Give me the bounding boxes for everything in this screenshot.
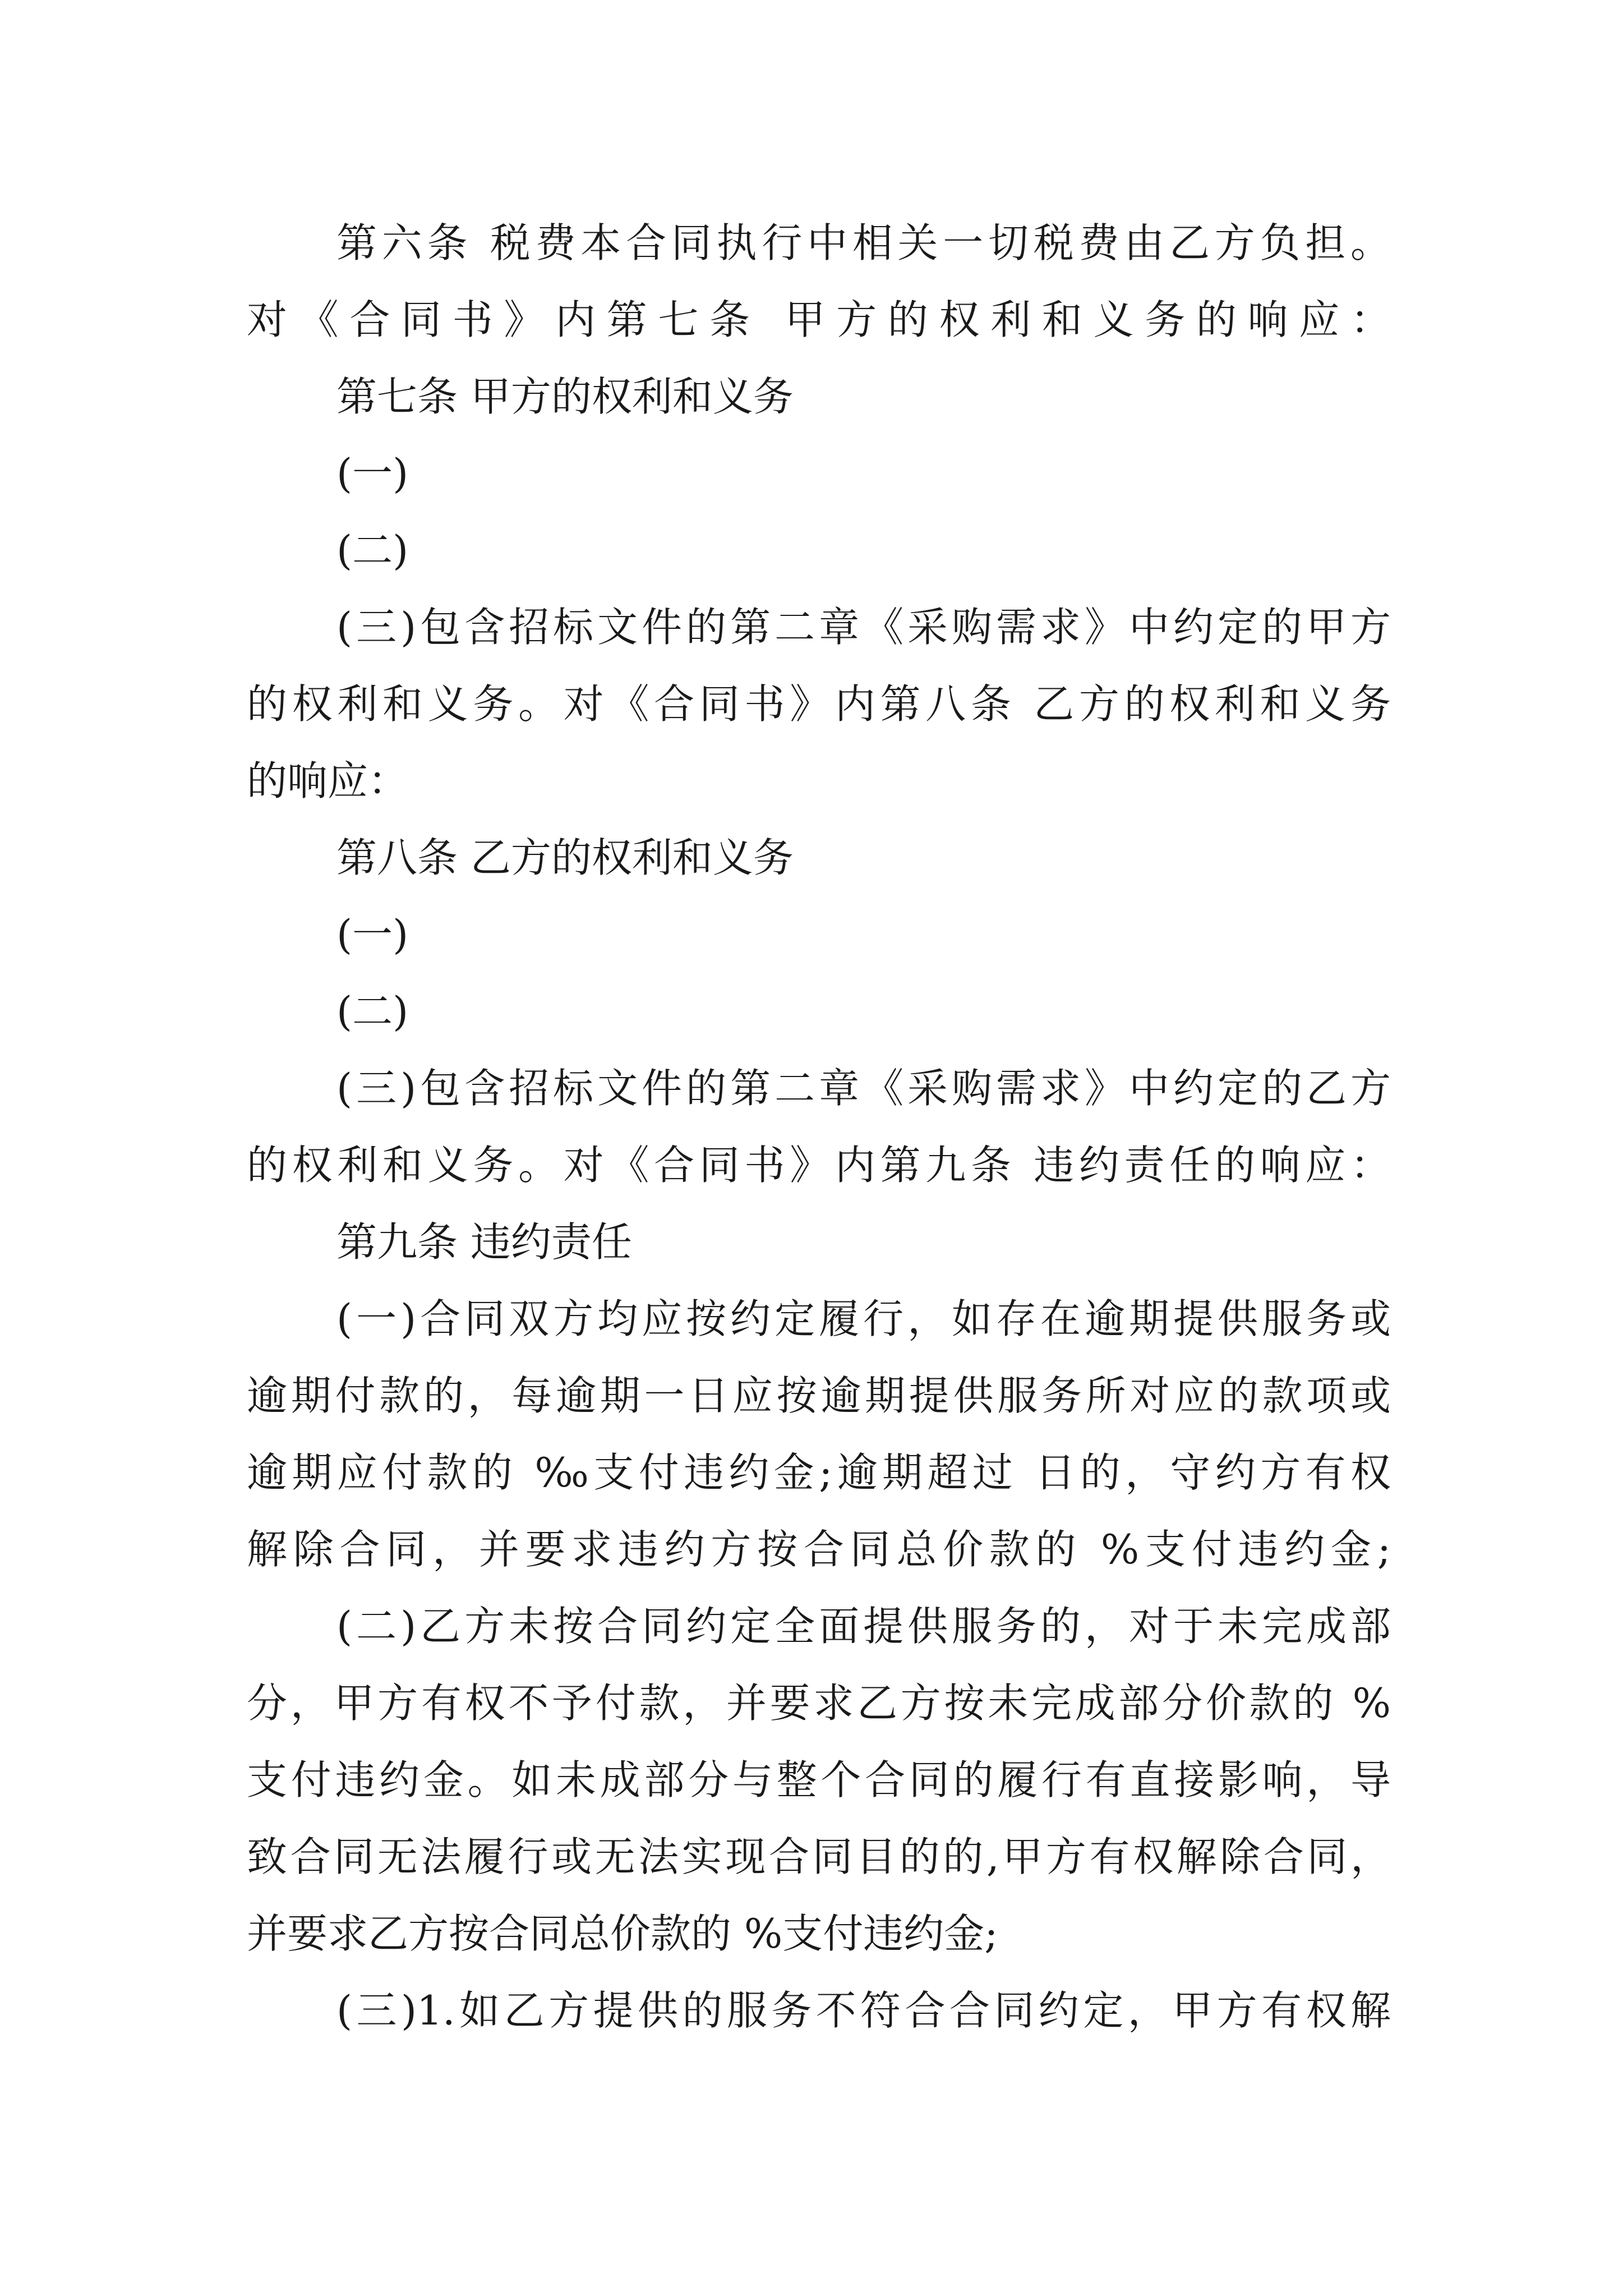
- article-8-item-3-line-1: (三)包含招标文件的第二章《采购需求》中约定的乙方: [336, 1065, 1391, 1112]
- article-9-item-2-line-4: 致合同无法履行或无法实现合同目的的,甲方有权解除合同，: [247, 1833, 1391, 1880]
- article-9-title: 第九条 违约责任: [336, 1218, 632, 1266]
- article-7-item-3-line-1: (三)包含招标文件的第二章《采购需求》中约定的甲方: [336, 604, 1391, 651]
- article-9-item-2-line-2: 分，甲方有权不予付款，并要求乙方按未完成部分价款的 %: [247, 1680, 1391, 1727]
- article-9-item-1-line-2: 逾期付款的，每逾期一日应按逾期提供服务所对应的款项或: [247, 1372, 1391, 1419]
- article-9-item-3-line-1: (三)1.如乙方提供的服务不符合合同约定，甲方有权解: [336, 1987, 1391, 2034]
- article-9-item-2-line-5: 并要求乙方按合同总价款的 %支付违约金;: [247, 1910, 998, 1957]
- article-7-item-3-line-2: 的权利和义务。对《合同书》内第八条 乙方的权利和义务: [247, 680, 1391, 728]
- article-7-item-3-line-3: 的响应：: [247, 757, 409, 804]
- article-7-title: 第七条 甲方的权利和义务: [336, 373, 794, 420]
- article-9-item-2-line-3: 支付违约金。如未成部分与整个合同的履行有直接影响，导: [247, 1756, 1391, 1803]
- article-9-item-1-line-4: 解除合同，并要求违约方按合同总价款的 %支付违约金;: [247, 1526, 1391, 1573]
- article-8-item-1: (一): [336, 911, 409, 958]
- response-heading-article-7: 对《合同书》内第七条 甲方的权利和义务的响应：: [247, 296, 1391, 343]
- article-8-item-2: (二): [336, 988, 409, 1035]
- article-6-tax-line: 第六条 税费本合同执行中相关一切税费由乙方负担。: [336, 219, 1391, 266]
- article-7-item-1: (一): [336, 450, 409, 497]
- article-8-title: 第八条 乙方的权利和义务: [336, 834, 794, 881]
- article-9-item-1-line-1: (一)合同双方均应按约定履行，如存在逾期提供服务或: [336, 1295, 1391, 1342]
- article-9-item-2-line-1: (二)乙方未按合同约定全面提供服务的，对于未完成部: [336, 1603, 1391, 1650]
- article-8-item-3-line-2: 的权利和义务。对《合同书》内第九条 违约责任的响应：: [247, 1142, 1391, 1189]
- article-7-item-2: (二): [336, 527, 409, 574]
- article-9-item-1-line-3: 逾期应付款的 ‰支付违约金;逾期超过 日的，守约方有权: [247, 1449, 1391, 1496]
